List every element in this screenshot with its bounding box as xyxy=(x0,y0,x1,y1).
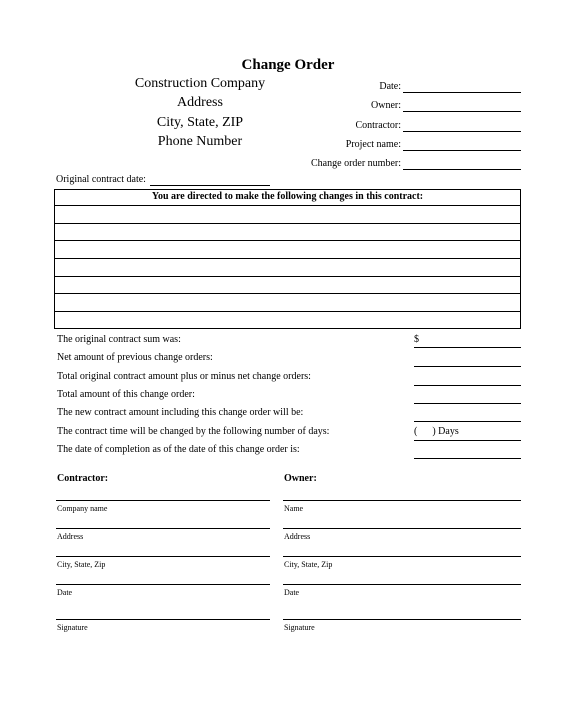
owner-signature-field[interactable] xyxy=(283,619,521,620)
summary-field[interactable] xyxy=(414,403,521,404)
summary-label: The new contract amount including this change order will be: xyxy=(57,407,304,418)
company-city-state-zip: City, State, ZIP xyxy=(156,115,244,130)
changes-box-heading: You are directed to make the following changes in this contract: xyxy=(55,190,520,206)
owner-field[interactable] xyxy=(403,111,521,112)
summary-field[interactable] xyxy=(414,385,521,386)
change-line[interactable] xyxy=(55,277,520,295)
change-line[interactable] xyxy=(55,206,520,224)
project-name-field[interactable] xyxy=(403,150,521,151)
days-value: ( ) Days xyxy=(414,426,459,437)
owner-signature-label: Signature xyxy=(284,623,315,632)
changes-box xyxy=(54,189,521,329)
owner-city-state-zip-field[interactable] xyxy=(283,556,521,557)
contractor-address-label: Address xyxy=(57,532,84,541)
summary-label: Net amount of previous change orders: xyxy=(57,352,213,363)
change-line[interactable] xyxy=(55,294,520,312)
summary-value: $ xyxy=(414,334,419,345)
company-address: Address xyxy=(177,95,223,110)
change-line[interactable] xyxy=(55,259,520,277)
original-date-field[interactable] xyxy=(150,185,270,186)
summary-label: The contract time will be changed by the following number of days: xyxy=(57,426,330,437)
summary-label: The original contract sum was: xyxy=(57,334,181,345)
summary-field[interactable] xyxy=(414,440,521,441)
date-label: Date: xyxy=(379,81,401,92)
change-line[interactable] xyxy=(55,312,520,330)
summary-label: The date of completion as of the date of this change order is: xyxy=(57,444,300,455)
summary-label: Total original contract amount plus or minus net change orders: xyxy=(57,371,311,382)
contractor-label: Contractor: xyxy=(355,120,401,131)
summary-field[interactable] xyxy=(414,421,521,422)
change-line[interactable] xyxy=(55,224,520,242)
contractor-city-state-zip-label: City, State, Zip xyxy=(57,560,106,569)
owner-address-label: Address xyxy=(284,532,311,541)
contractor-city-state-zip-field[interactable] xyxy=(56,556,270,557)
change-order-number-field[interactable] xyxy=(403,169,521,170)
owner-name-label: Name xyxy=(284,504,304,513)
owner-label: Owner: xyxy=(371,100,401,111)
owner-date-field[interactable] xyxy=(283,584,521,585)
contractor-date-label: Date xyxy=(57,588,73,597)
contractor-date-field[interactable] xyxy=(56,584,270,585)
owner-address-field[interactable] xyxy=(283,528,521,529)
summary-label: Total amount of this change order: xyxy=(57,389,195,400)
change-order-number-label: Change order number: xyxy=(311,158,401,169)
owner-city-state-zip-label: City, State, Zip xyxy=(284,560,333,569)
owner-name-field[interactable] xyxy=(283,500,521,501)
contractor-field[interactable] xyxy=(403,131,521,132)
owner-date-label: Date xyxy=(284,588,300,597)
summary-field[interactable] xyxy=(414,366,521,367)
change-line[interactable] xyxy=(55,241,520,259)
summary-field[interactable] xyxy=(414,458,521,459)
contractor-signature-field[interactable] xyxy=(56,619,270,620)
company-name: Construction Company xyxy=(134,76,266,91)
owner-heading: Owner: xyxy=(284,473,317,484)
date-field[interactable] xyxy=(403,92,521,93)
contractor-address-field[interactable] xyxy=(56,528,270,529)
contractor-company-name-field[interactable] xyxy=(56,500,270,501)
contractor-company-name-label: Company name xyxy=(57,504,108,513)
original-date-label: Original contract date: xyxy=(56,174,146,185)
project-name-label: Project name: xyxy=(345,139,401,150)
page-title: Change Order xyxy=(241,57,335,73)
contractor-signature-label: Signature xyxy=(57,623,88,632)
company-phone: Phone Number xyxy=(157,134,243,149)
contractor-heading: Contractor: xyxy=(57,473,109,484)
summary-field[interactable] xyxy=(414,347,521,348)
